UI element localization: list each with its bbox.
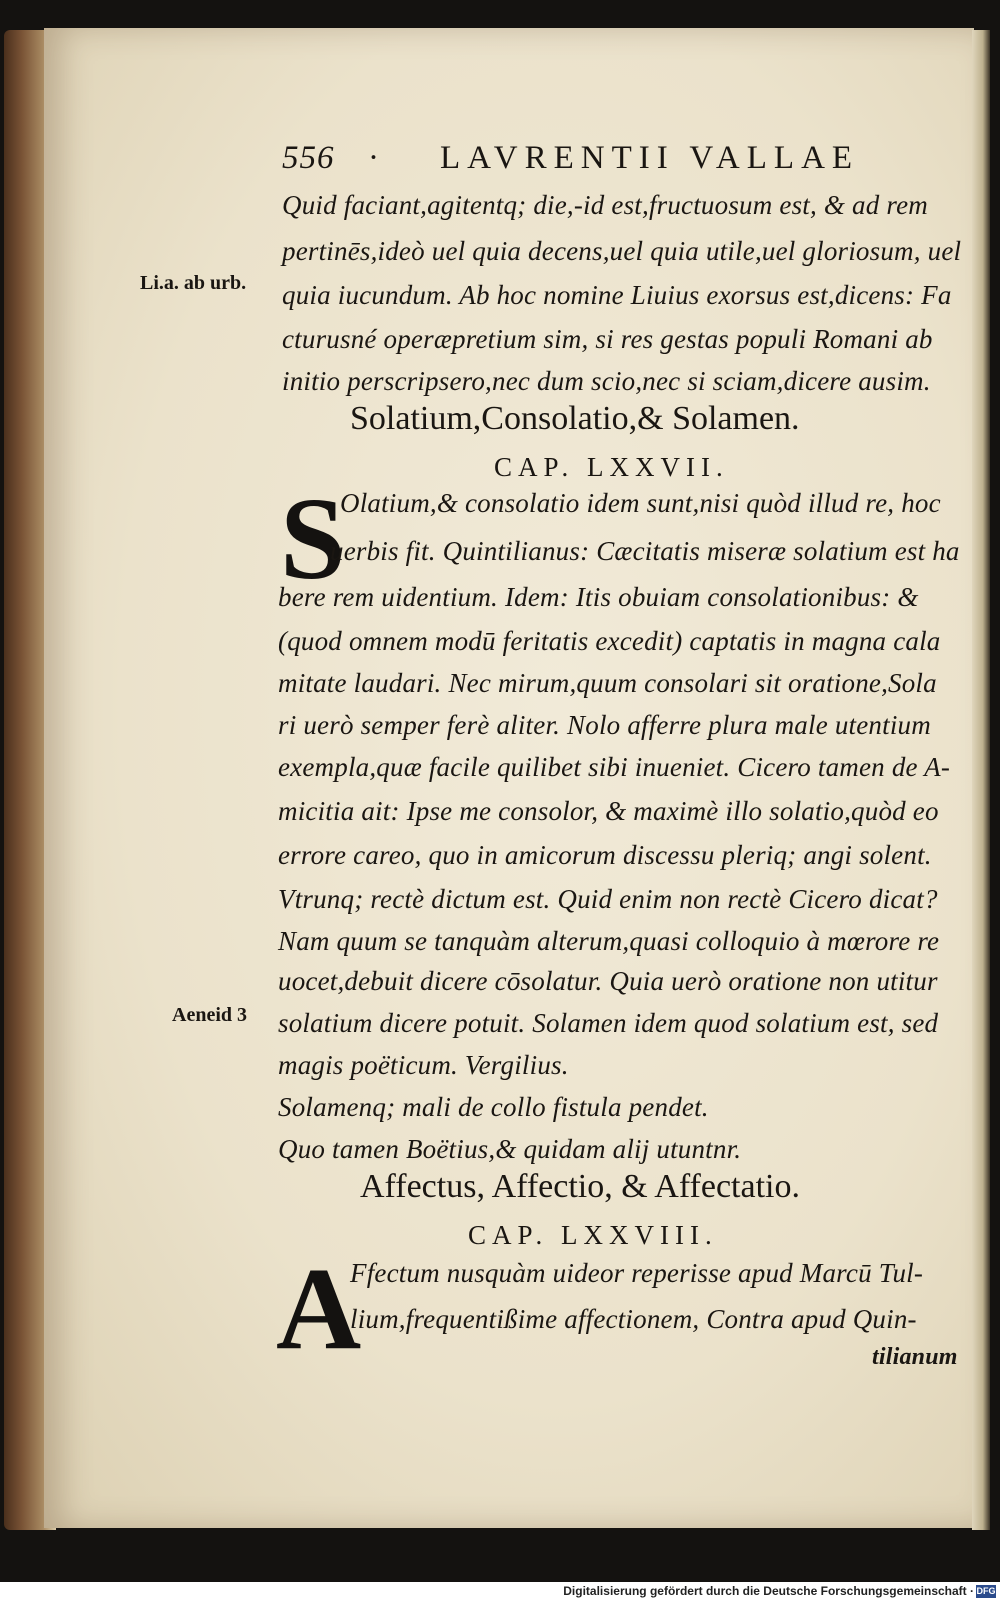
text-line: micitia ait: Ipse me consolor, & maximè illo solatio,quòd eo [278,796,939,826]
text-line: pertinēs,ideò uel quia decens,uel quia utile,uel gloriosum, uel [282,236,962,266]
page-fore-edge [972,30,990,1530]
text-line: bere rem uidentium. Idem: Itis obuiam consolationibus: & [278,582,919,612]
running-head: LAVRENTII VALLAE [440,140,860,176]
chapter-number: CAP. LXXVIII. [468,1220,718,1250]
text-line: Olatium,& consolatio idem sunt,nisi quòd illud re, hoc [340,488,941,518]
header-separator: · [368,140,385,176]
text-line: initio perscripsero,nec dum scio,nec si sciam,dicere ausim. [282,366,931,396]
text-line: mitate laudari. Nec mirum,quum consolari sit oratione,Sola [278,668,937,698]
text-line: (quod omnem modū feritatis excedit) captatis in magna cala [278,626,941,656]
footer-credit: Digitalisierung gefördert durch die Deutsche Forschungsgemeinschaft · [563,1584,974,1598]
page-header [282,140,862,180]
text-line: Nam quum se tanquàm alterum,quasi colloquio à mœrore re [278,926,940,956]
dfg-logo: DFG [976,1586,996,1596]
text-line: Vtrunq; rectè dictum est. Quid enim non rectè Cicero dicat? [278,884,938,914]
marginal-note: Aeneid 3 [172,1004,247,1026]
text-line: uerbis fit. Quintilianus: Cæcitatis miseræ solatium est ha [330,536,960,566]
footer-bar [0,1582,1000,1602]
text-line: ri uerò semper ferè aliter. Nolo afferre plura male utentium [278,710,931,740]
text-line: magis poëticum. Vergilius. [278,1050,569,1080]
section-heading: Solatium,Consolatio,& Solamen. [350,400,800,437]
text-line: cturusné operæpretium sim, si res gestas populi Romani ab [282,324,933,354]
text-line: Ffectum nusquàm uideor reperisse apud Marcū Tul- [350,1258,924,1288]
drop-cap-initial: A [276,1243,362,1374]
text-line: Quid faciant,agitentq; die,-id est,fructuosum est, & ad rem [282,190,928,220]
text-line: Solamenq; mali de collo fistula pendet. [278,1092,709,1122]
marginal-note: Li.a. ab urb. [140,272,247,294]
chapter-number: CAP. LXXVII. [494,452,729,482]
text-line: solatium dicere potuit. Solamen idem quod solatium est, sed [278,1008,939,1038]
section-heading: Affectus, Affectio, & Affectatio. [360,1168,800,1205]
text-line: quia iucundum. Ab hoc nomine Liuius exorsus est,dicens: Fa [282,280,952,310]
text-line: errore careo, quo in amicorum discessu pleriq; angi solent. [278,840,932,870]
text-line: exempla,quæ facile quilibet sibi inueniet. Cicero tamen de A- [278,752,951,782]
text-line: lium,frequentißime affectionem, Contra apud Quin- [350,1304,917,1334]
page-number: 556 [282,140,335,176]
drop-cap-initial: S [280,473,346,604]
text-line: Quo tamen Boëtius,& quidam alij utuntnr. [278,1134,742,1164]
catchword: tilianum [872,1344,958,1370]
text-line: uocet,debuit dicere cōsolatur. Quia uerò oratione non utitur [278,966,938,996]
